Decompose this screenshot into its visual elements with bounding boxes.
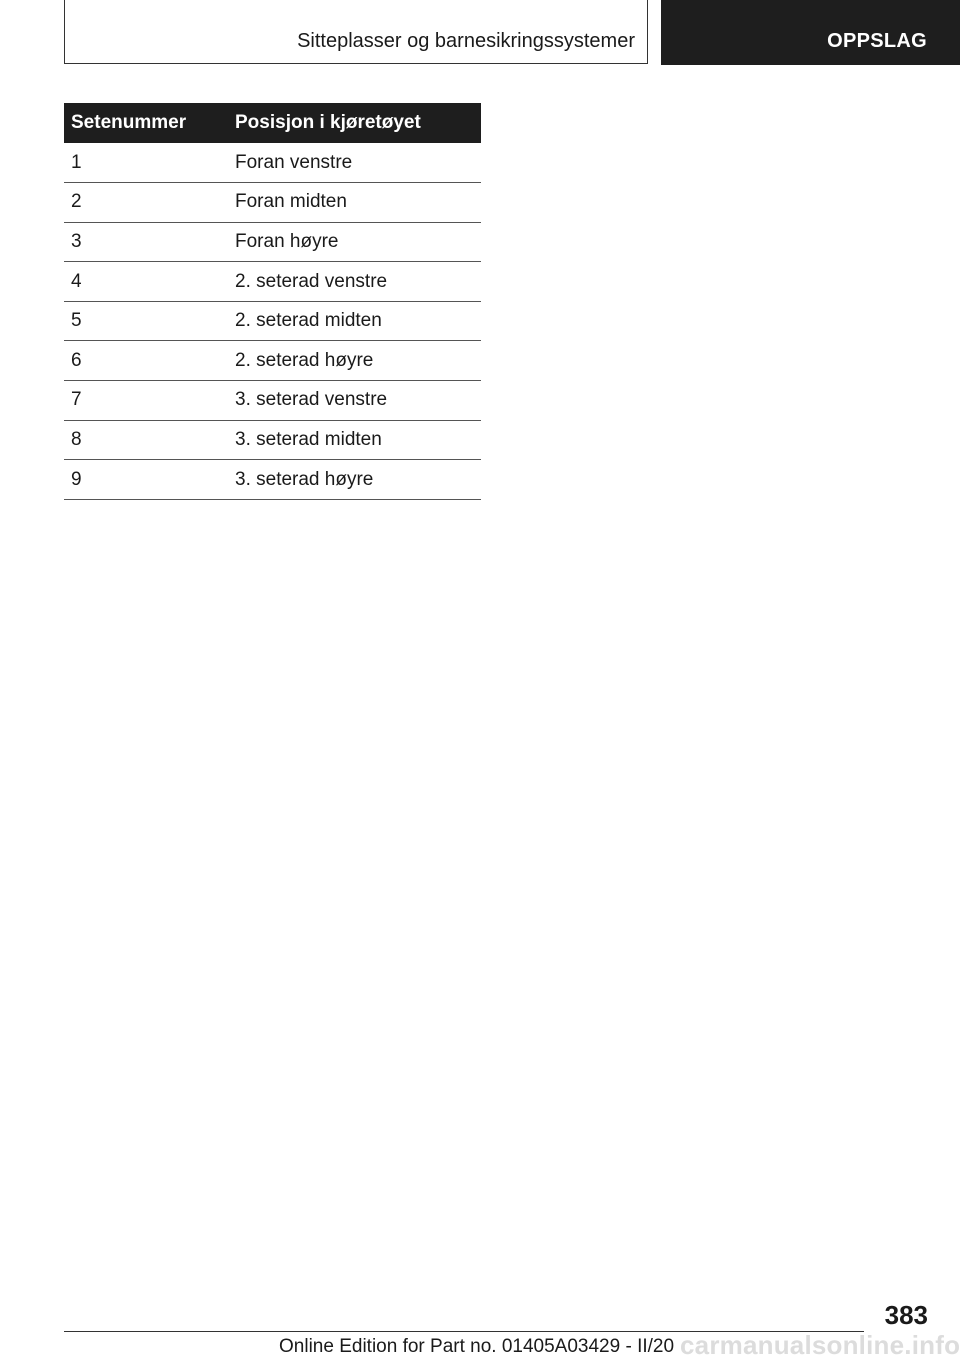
seat-number-cell: 8 bbox=[64, 420, 228, 460]
table-row bbox=[64, 143, 481, 183]
position-cell: 2. seterad midten bbox=[228, 301, 481, 341]
header-box bbox=[64, 0, 648, 64]
position-cell: Foran høyre bbox=[228, 222, 481, 262]
table-row bbox=[64, 460, 481, 500]
table-row bbox=[64, 341, 481, 381]
position-cell: 2. seterad venstre bbox=[228, 262, 481, 302]
table-row bbox=[64, 420, 481, 460]
seat-number-cell: 6 bbox=[64, 341, 228, 381]
seat-number-cell: 5 bbox=[64, 301, 228, 341]
table-row bbox=[64, 262, 481, 302]
table-row bbox=[64, 183, 481, 223]
seat-number-cell: 9 bbox=[64, 460, 228, 500]
edition-text: Online Edition for Part no. 01405A03429 - II/20 bbox=[279, 1336, 675, 1357]
page-number: 383 bbox=[884, 1300, 928, 1330]
position-cell: Foran venstre bbox=[228, 143, 481, 183]
seat-number-cell: 7 bbox=[64, 381, 228, 421]
position-cell: 3. seterad høyre bbox=[228, 460, 481, 500]
position-cell: Foran midten bbox=[228, 183, 481, 223]
column-header-seat-number: Setenummer bbox=[64, 103, 228, 143]
position-cell: 2. seterad høyre bbox=[228, 341, 481, 381]
table-row bbox=[64, 301, 481, 341]
position-cell: 3. seterad venstre bbox=[228, 381, 481, 421]
table-row bbox=[64, 381, 481, 421]
seat-position-table bbox=[64, 103, 481, 500]
seat-number-cell: 3 bbox=[64, 222, 228, 262]
seat-number-cell: 4 bbox=[64, 262, 228, 302]
section-tab bbox=[661, 0, 960, 65]
watermark: carmanualsonline.info bbox=[680, 1330, 960, 1360]
chapter-title: Sitteplasser og barnesikringssystemer bbox=[297, 30, 635, 52]
position-cell: 3. seterad midten bbox=[228, 420, 481, 460]
table-row bbox=[64, 222, 481, 262]
column-header-position: Posisjon i kjøretøyet bbox=[228, 103, 481, 143]
seat-number-cell: 2 bbox=[64, 183, 228, 223]
seat-number-cell: 1 bbox=[64, 143, 228, 183]
table-header-row bbox=[64, 103, 481, 143]
section-label: OPPSLAG bbox=[827, 30, 927, 52]
